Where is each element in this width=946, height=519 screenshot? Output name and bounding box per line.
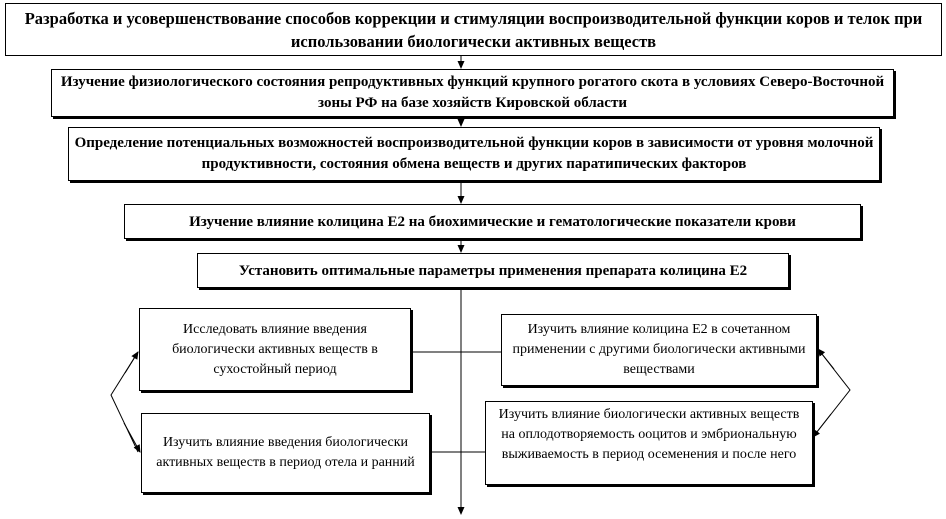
task-text-fertility: Изучить влияние биологически активных веществ на оплодотворяемость ооцитов и эмбриональную выживаемость в период осеменения и после него <box>498 407 800 462</box>
step-text-4: Установить оптимальные параметры применения препарата колицина Е2 <box>238 262 748 279</box>
step-text-3: Изучение влияние колицина Е2 на биохимические и гематологические показатели крови <box>189 213 796 230</box>
step-box-2 <box>68 127 880 181</box>
main-goal-text: Разработка и усовершенствование способов коррекции и стимуляции воспроизводительной функции коров и телок при использовании биологически активных веществ <box>24 8 923 51</box>
task-box-combined-use <box>501 314 817 386</box>
step-text-1: Изучение физиологического состояния репродуктивных функций крупного рогатого скота в условиях Северо-Восточной зоны РФ на базе хозяйств Кировской области <box>60 74 885 111</box>
task-box-fertility <box>485 401 813 485</box>
right-bracket-arrows <box>813 349 850 437</box>
task-text-calving-period: Изучить влияние введения биологически активных веществ в период отела и ранний <box>156 435 415 470</box>
task-text-combined-use: Изучить влияние колицина Е2 в сочетанном применении с другими биологически активными веществами <box>512 322 806 377</box>
step-box-3 <box>124 204 861 239</box>
right-arrow-head-bottom <box>813 414 831 437</box>
left-arrow-head-top <box>125 352 138 373</box>
task-text-dry-period: Исследовать влияние введения биологически активных веществ в сухостойный период <box>172 321 378 377</box>
step-text-2: Определение потенциальных возможностей воспроизводительной функции коров в зависимости от уровня молочной продуктивности, состояния обмена веществ и других паратипических факторов <box>74 135 874 172</box>
left-arrow-head-bottom <box>124 423 140 452</box>
task-box-calving-period <box>141 413 430 493</box>
right-arrow-head-top <box>818 349 834 369</box>
left-bracket-arrows <box>111 352 138 452</box>
task-box-dry-period <box>139 308 411 391</box>
step-box-1 <box>51 69 894 117</box>
main-goal-box <box>5 3 942 56</box>
step-box-4 <box>197 253 789 288</box>
